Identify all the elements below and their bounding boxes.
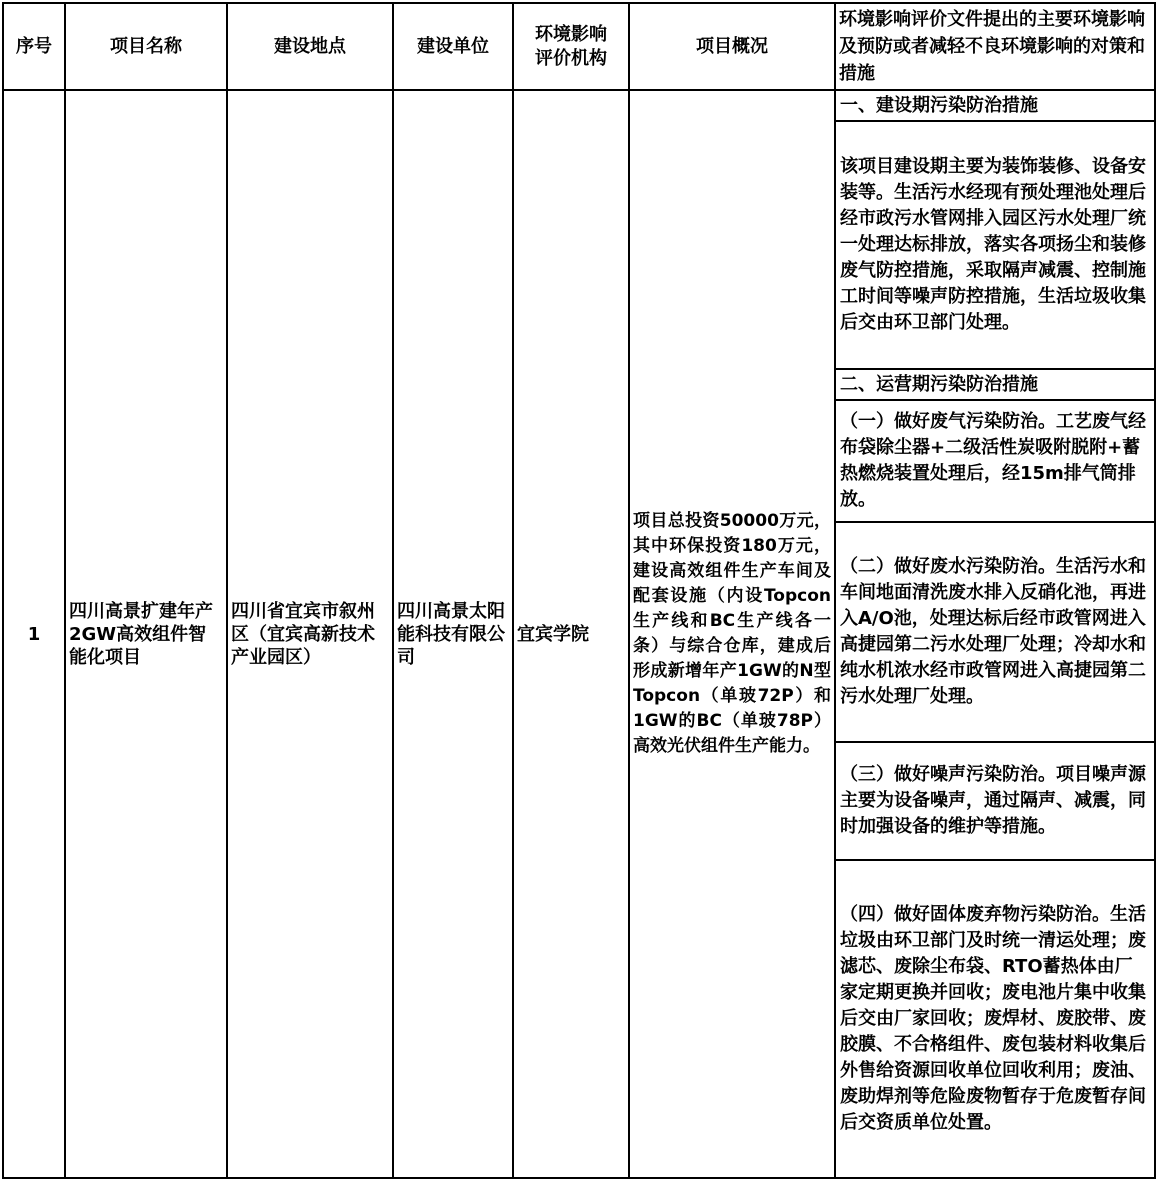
row-unit: 四川高景太阳能科技有限公司 xyxy=(393,90,513,1178)
header-unit: 建设单位 xyxy=(393,3,513,90)
header-agency xyxy=(513,3,629,90)
row-seq: 1 xyxy=(3,90,65,1178)
row-overview: 项目总投资50000万元，其中环保投资180万元，建设高效组件生产车间及配套设施（内设Topcon生产线和BC生产线各一条）与综合仓库，建成后形成新增年产1GW的N型Topcon（单玻72P）和1GW的BC（单玻78P）高效光伏组件生产能力。 xyxy=(629,90,835,1178)
row-project-name: 四川高景扩建年产2GW高效组件智能化项目 xyxy=(65,90,227,1178)
measure-operation-title: 二、运营期污染防治措施 xyxy=(835,369,1155,400)
row-agency: 宜宾学院 xyxy=(513,90,629,1178)
table-row xyxy=(3,90,1155,121)
header-seq: 序号 xyxy=(3,3,65,90)
measure-noise: （三）做好噪声污染防治。项目噪声源主要为设备噪声，通过隔声、减震，同时加强设备的维护等措施。 xyxy=(835,742,1155,860)
header-overview: 项目概况 xyxy=(629,3,835,90)
row-location: 四川省宜宾市叙州区（宜宾高新技术产业园区） xyxy=(227,90,393,1178)
header-location: 建设地点 xyxy=(227,3,393,90)
header-row xyxy=(3,3,1155,90)
header-agency-line2: 评价机构 xyxy=(535,47,607,69)
eia-table xyxy=(2,2,1156,1179)
measure-gas: （一）做好废气污染防治。工艺废气经布袋除尘器+二级活性炭吸附脱附+蓄热燃烧装置处理后，经15m排气筒排放。 xyxy=(835,400,1155,522)
header-agency-line1: 环境影响 xyxy=(535,23,607,45)
measure-water: （二）做好废水污染防治。生活污水和车间地面清洗废水排入反硝化池，再进入A/O池，处理达标后经市政管网进入高捷园第二污水处理厂处理；冷却水和纯水机浓水经市政管网进入高捷园第二污水处理厂处理。 xyxy=(835,522,1155,742)
header-measures: 环境影响评价文件提出的主要环境影响及预防或者减轻不良环境影响的对策和措施 xyxy=(835,3,1155,90)
measure-construction-text: 该项目建设期主要为装饰装修、设备安装等。生活污水经现有预处理池处理后经市政污水管网排入园区污水处理厂统一处理达标排放，落实各项扬尘和装修废气防控措施，采取隔声减震、控制施工时间等噪声防控措施，生活垃圾收集后交由环卫部门处理。 xyxy=(835,121,1155,369)
measure-construction-title: 一、建设期污染防治措施 xyxy=(835,90,1155,121)
measure-solid: （四）做好固体废弃物污染防治。生活垃圾由环卫部门及时统一清运处理；废滤芯、废除尘布袋、RTO蓄热体由厂家定期更换并回收；废电池片集中收集后交由厂家回收；废焊材、废胶带、废胶膜、不合格组件、废包装材料收集后外售给资源回收单位回收利用；废油、废助焊剂等危险废物暂存于危废暂存间后交资质单位处置。 xyxy=(835,860,1155,1178)
header-name: 项目名称 xyxy=(65,3,227,90)
